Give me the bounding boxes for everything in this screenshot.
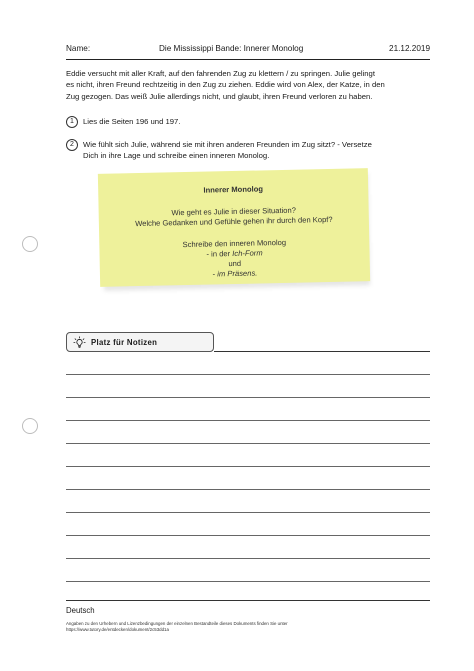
lightbulb-icon (73, 336, 86, 349)
sticky-note-instruction: Schreibe den inneren Monolog (182, 237, 287, 250)
writing-line[interactable] (66, 512, 430, 513)
legal-url-link[interactable]: https://www.tutory.de/entdecken/dokument/2c53dd1a (66, 627, 169, 632)
task-number-badge: 2 (66, 139, 78, 151)
writing-line[interactable] (66, 558, 430, 559)
writing-line[interactable] (66, 535, 430, 536)
footer-subject: Deutsch (66, 606, 95, 615)
sticky-note-conjunction: und (228, 258, 242, 269)
sticky-note-heading: Innerer Monolog (203, 184, 264, 195)
notes-label-text: Platz für Notizen (91, 338, 158, 347)
intro-line: es nicht, ihren Freund rechtzeitig in den Zug zu ziehen. Eddie wird von Alex, der Katze, in den (66, 80, 385, 90)
sticky-note (98, 168, 370, 287)
task-number-badge: 1 (66, 116, 78, 128)
task-text-line: Wie fühlt sich Julie, während sie mit ihren anderen Freunden im Zug sitzt? - Versetze (83, 140, 372, 149)
footer-divider (66, 600, 430, 601)
punch-hole-top (22, 236, 38, 252)
task-text: Lies die Seiten 196 und 197. (83, 117, 181, 126)
intro-line: Eddie versucht mit aller Kraft, auf den fahrenden Zug zu klettern / zu springen. Julie gelingt (66, 69, 375, 78)
intro-paragraph (66, 68, 432, 102)
header-divider (66, 59, 430, 60)
page-title: Die Mississippi Bande: Innerer Monolog (159, 44, 304, 53)
writing-line[interactable] (66, 397, 430, 398)
notes-section-label (66, 332, 214, 352)
task-text (83, 139, 429, 162)
form-value: Ich-Form (232, 248, 263, 259)
name-label: Name: (66, 44, 91, 53)
writing-line[interactable] (66, 489, 430, 490)
legal-line: Angaben zu den Urhebern und Lizenzbedingungen der einzelnen Bestandteile dieses Dokuments finden Sie unter (66, 621, 288, 626)
tense-value: im Präsens. (217, 268, 258, 279)
page-header (66, 44, 430, 56)
task-text-line: Dich in ihre Lage und schreibe einen inneren Monolog. (83, 151, 270, 161)
sticky-note-question: Wie geht es Julie in dieser Situation? (171, 205, 297, 218)
writing-line[interactable] (66, 581, 430, 582)
sticky-note-question: Welche Gedanken und Gefühle gehen ihr durch den Kopf? (135, 214, 333, 229)
tense-prefix: - (212, 269, 218, 279)
form-prefix: - in der (206, 249, 233, 259)
notes-top-rule (214, 351, 430, 352)
writing-line[interactable] (66, 466, 430, 467)
intro-line: Zug gezogen. Das weiß Julie allerdings nicht, und glaubt, ihren Freund verloren zu haben. (66, 91, 373, 101)
task-2 (66, 139, 430, 165)
punch-hole-bottom (22, 418, 38, 434)
writing-line[interactable] (66, 443, 430, 444)
footer-legal-notice (66, 621, 406, 633)
writing-line[interactable] (66, 420, 430, 421)
date-label: 21.12.2019 (389, 44, 430, 53)
writing-line[interactable] (66, 374, 430, 375)
